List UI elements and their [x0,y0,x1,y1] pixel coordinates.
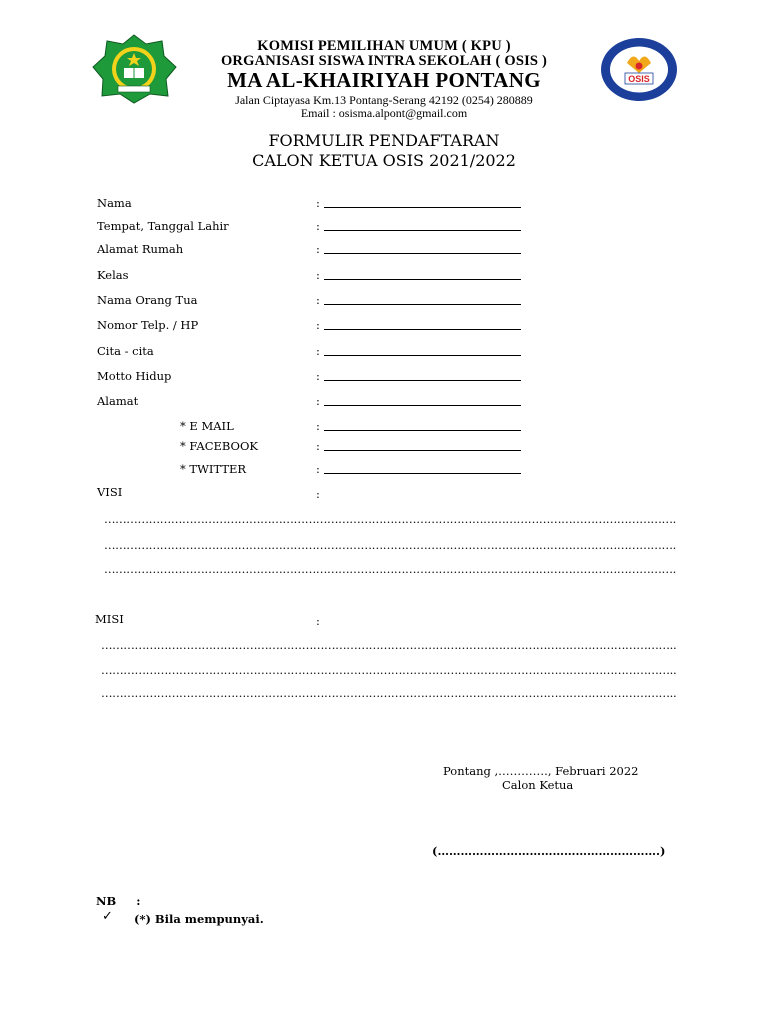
osis-logo-text: OSIS [628,74,650,84]
checkmark-icon: ✓ [102,909,113,924]
visi-colon: : [316,487,320,501]
misi-line[interactable]: ……………………………………………………………………………………………………………………………………….. [101,663,677,677]
field-line-twitter[interactable] [324,473,521,474]
field-label-facebook: * FACEBOOK [180,439,258,453]
visi-label: VISI [97,485,123,499]
misi-line[interactable]: ……………………………………………………………………………………………………………………………………….. [101,638,677,652]
note-label: NB : [96,894,141,908]
field-line-nama[interactable] [324,207,521,208]
field-label-ttl: Tempat, Tanggal Lahir [97,219,229,233]
field-label-telp: Nomor Telp. / HP [97,318,199,332]
misi-line[interactable]: ……………………………………………………………………………………………………………………………………….. [101,686,677,700]
visi-line[interactable]: ………………………………………………………………………………………………………………………………………. [104,512,676,526]
field-colon: : [316,462,320,476]
form-subtitle: CALON KETUA OSIS 2021/2022 [252,151,516,170]
field-colon: : [316,196,320,210]
header-osis: ORGANISASI SISWA INTRA SEKOLAH ( OSIS ) [220,53,548,69]
field-colon: : [316,344,320,358]
field-colon: : [316,318,320,332]
signature-name[interactable]: (………………………………………………….) [432,844,666,858]
signature-role: Calon Ketua [502,778,574,792]
field-line-cita[interactable] [324,355,521,356]
field-line-orang-tua[interactable] [324,304,521,305]
field-label-kelas: Kelas [97,268,129,282]
header-school: MA AL-KHAIRIYAH PONTANG [227,68,541,92]
form-title: FORMULIR PENDAFTARAN [268,131,500,150]
note-text: (*) Bila mempunyai. [134,912,264,926]
misi-label: MISI [95,612,124,626]
field-colon: : [316,439,320,453]
field-line-email[interactable] [324,430,521,431]
header-kpu: KOMISI PEMILIHAN UMUM ( KPU ) [257,38,511,54]
misi-colon: : [316,614,320,628]
field-label-nama: Nama [97,196,132,210]
field-label-alamat: Alamat [97,394,139,408]
header-address: Jalan Ciptayasa Km.13 Pontang-Serang 42192 (0254) 280889 [235,93,533,107]
field-line-alamat-rumah[interactable] [324,253,521,254]
field-colon: : [316,242,320,256]
field-line-ttl[interactable] [324,230,521,231]
field-colon: : [316,268,320,282]
field-line-alamat[interactable] [324,405,521,406]
signature-place-date: Pontang ,…………., Februari 2022 [443,764,639,778]
field-label-email: * E MAIL [180,419,234,433]
field-line-kelas[interactable] [324,279,521,280]
field-label-twitter: * TWITTER [180,462,247,476]
field-colon: : [316,293,320,307]
field-label-cita: Cita - cita [97,344,154,358]
field-label-alamat-rumah: Alamat Rumah [97,242,184,256]
field-colon: : [316,219,320,233]
field-colon: : [316,419,320,433]
field-line-motto[interactable] [324,380,521,381]
visi-line[interactable]: ………………………………………………………………………………………………………………………………………. [104,562,676,576]
field-colon: : [316,394,320,408]
field-label-orang-tua: Nama Orang Tua [97,293,198,307]
field-line-facebook[interactable] [324,450,521,451]
field-line-telp[interactable] [324,329,521,330]
visi-line[interactable]: ………………………………………………………………………………………………………………………………………. [104,538,676,552]
field-label-motto: Motto Hidup [97,369,172,383]
header-email: Email : osisma.alpont@gmail.com [300,106,468,120]
field-colon: : [316,369,320,383]
